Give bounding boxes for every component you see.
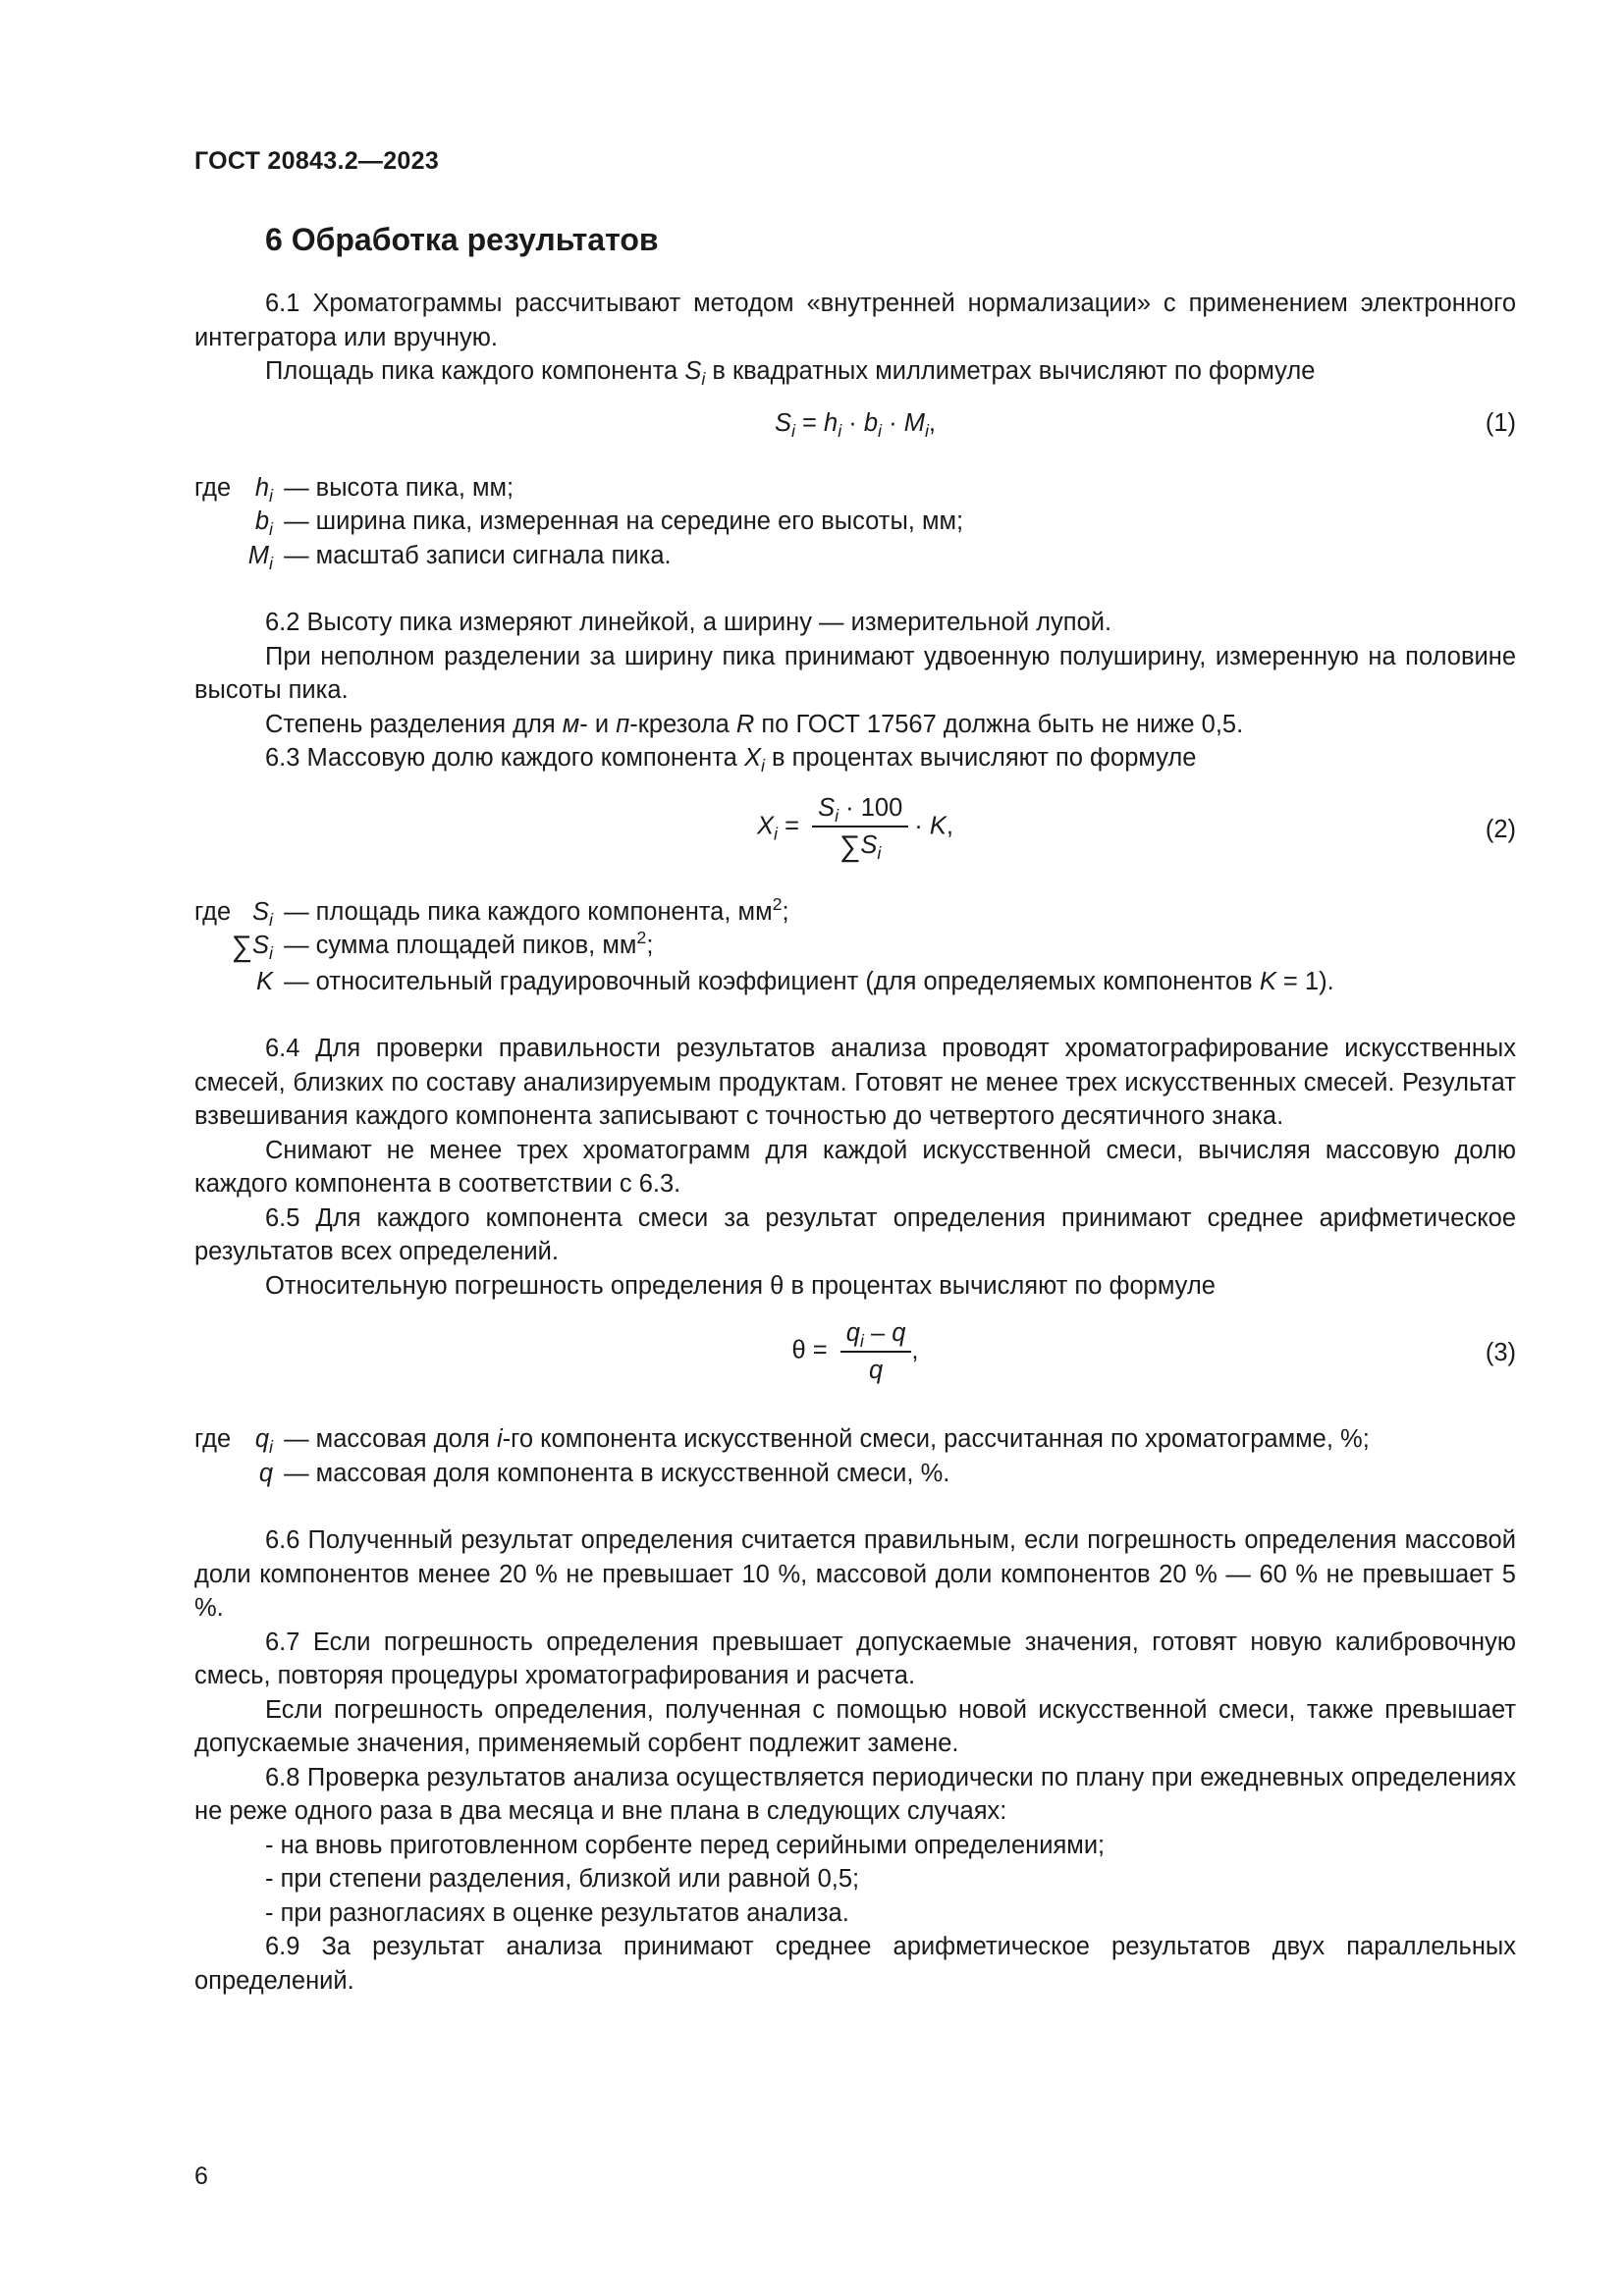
- formula-2: $X_i$ = $\frac{S_i \cdot 100}{\sum S_i}$ · K, (2): [757, 793, 1516, 863]
- paragraph-6-4-chromatograms: Снимают не менее трех хроматограмм для каждой искусственной смеси, вычисляя массовую долю каждого компонента в соответствии с 6.3.: [194, 1136, 1516, 1198]
- paragraph-6-2-separation: Степень разделения для м- и п-крезола R по ГОСТ 17567 должна быть не ниже 0,5.: [265, 710, 1244, 738]
- paragraph-6-8: 6.8 Проверка результатов анализа осуществляется периодически по плану при ежедневных определениях не реже одного раза в два месяца и вне плана в следующих случаях:: [194, 1763, 1516, 1825]
- list-item: - при степени разделения, близкой или равной 0,5;: [265, 1865, 860, 1893]
- where-block-3: где $q_i$ — массовая доля i-го компонента искусственной смеси, рассчитанная по хроматограмме, %; q — массовая доля компонента в искусственной смеси, %.: [194, 1425, 1370, 1487]
- list-item: - при разногласиях в оценке результатов анализа.: [265, 1898, 849, 1927]
- formula-1-number: (1): [1485, 408, 1516, 437]
- paragraph-6-7: 6.7 Если погрешность определения превышает допускаемые значения, готовят новую калибровочную смесь, повторяя процедуры хроматографирования и расчета.: [194, 1628, 1516, 1689]
- formula-3-number: (3): [1485, 1339, 1516, 1366]
- paragraph-6-1-area: Площадь пика каждого компонента $S_i$ в квадратных миллиметрах вычисляют по формуле: [265, 357, 1316, 389]
- paragraph-6-9: 6.9 За результат анализа принимают среднее арифметическое результатов двух параллельных определений.: [194, 1933, 1516, 1995]
- section-title: 6 Обработка результатов: [265, 222, 659, 257]
- paragraph-6-3: 6.3 Массовую долю каждого компонента $X_i$ в процентах вычисляют по формуле: [265, 744, 1197, 775]
- where-block-2: где $S_i$ — площадь пика каждого компонента, $мм^2$; $\sum S_i$ — сумма площадей пиков, $мм^2$; K — относительный градуировочный коэффициент (для определяемых компонентов K = 1).: [194, 893, 1334, 995]
- list-item: - на вновь приготовленном сорбенте перед серийными определениями;: [265, 1831, 1106, 1859]
- paragraph-6-1: 6.1 Хроматограммы рассчитывают методом «внутренней нормализации» с применением электронного интегратора или вручную.: [194, 290, 1516, 351]
- paragraph-6-2: 6.2 Высоту пика измеряют линейкой, а ширину — измерительной лупой.: [265, 609, 1112, 636]
- paragraph-6-7-sorbent: Если погрешность определения, полученная с помощью новой искусственной смеси, также превышает допускаемые значения, применяемый сорбент подлежит замене.: [194, 1695, 1516, 1757]
- document-body: [194, 287, 1516, 1998]
- where-block-1: где $h_i$ — высота пика, мм; $b_i$ — ширина пика, измеренная на середине его высоты, мм; $M_i$ — масштаб записи сигнала пика.: [194, 473, 964, 573]
- paragraph-6-5-error: Относительную погрешность определения θ в процентах вычисляют по формуле: [265, 1271, 1216, 1300]
- formula-2-number: (2): [1485, 815, 1516, 843]
- formula-1: $S_i = h_i \cdot b_i \cdot M_i$, (1): [194, 399, 1516, 450]
- paragraph-6-4: 6.4 Для проверки правильности результатов анализа проводят хроматографирование искусственных смесей, близких по составу анализируемым продуктам. Готовят не менее трех искусственных смесей. Результат взвешивания каждого компонента записывают с точностью до четвертого десятичного знака.: [194, 1035, 1516, 1130]
- formula-3: θ = $\frac{q_i - q}{q}$ , (3): [791, 1319, 1516, 1384]
- paragraph-6-5: 6.5 Для каждого компонента смеси за результат определения принимают среднее арифметическое результатов всех определений.: [194, 1203, 1516, 1265]
- document-code-header: ГОСТ 20843.2—2023: [194, 147, 440, 175]
- paragraph-6-2-width: При неполном разделении за ширину пика принимают удвоенную полуширину, измеренную на половине высоты пика.: [194, 642, 1516, 704]
- page-number: 6: [194, 2163, 208, 2190]
- paragraph-6-6: 6.6 Полученный результат определения считается правильным, если погрешность определения массовой доли компонентов менее 20 % не превышает 10 %, массовой доли компонентов 20 % — 60 % не превышает 5 %.: [194, 1526, 1516, 1622]
